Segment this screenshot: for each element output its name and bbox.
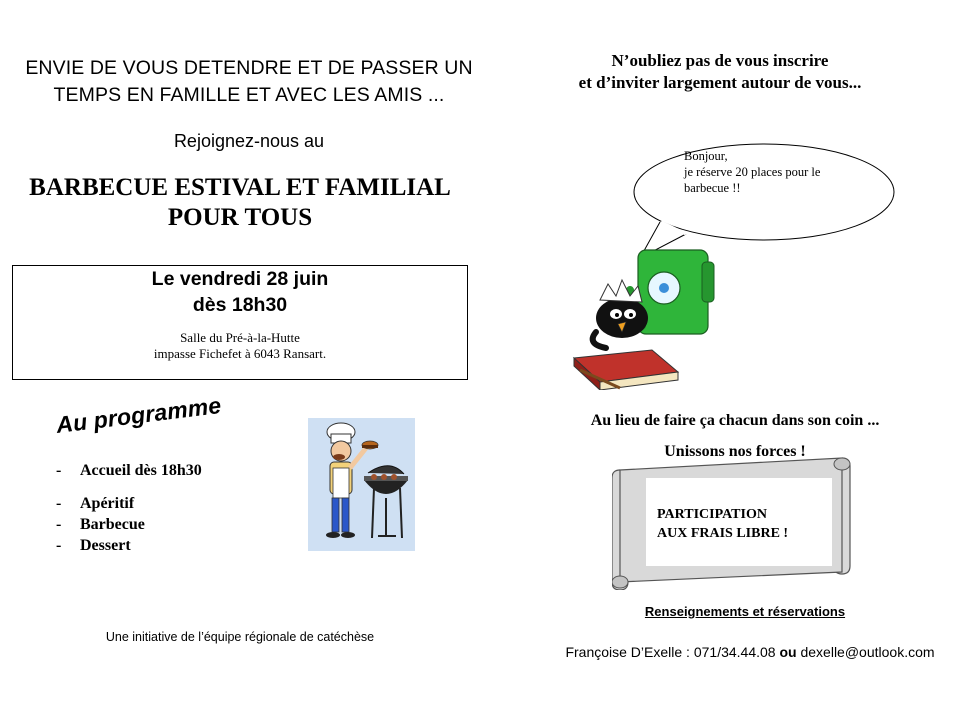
reminder-line-1: N’oubliez pas de vous inscrire — [611, 51, 829, 70]
contact-name-phone: Françoise D’Exelle : 071/34.44.08 — [565, 644, 776, 660]
intro-text — [14, 55, 484, 109]
bubble-line-2: je réserve 20 places pour le — [684, 165, 821, 179]
event-time: dès 18h30 — [192, 294, 288, 316]
program-item-label: Apéritif — [80, 495, 135, 512]
event-date: Le vendredi 28 juin — [151, 268, 329, 290]
program-item — [56, 537, 131, 555]
contact-or: ou — [779, 644, 797, 660]
program-item-label: Barbecue — [80, 516, 145, 533]
bubble-line-1: Bonjour, — [684, 149, 728, 163]
contact-line — [540, 644, 960, 660]
program-item — [56, 495, 134, 513]
reminder-text — [500, 50, 940, 94]
event-venue: Salle du Pré-à-la-Hutte — [180, 330, 300, 345]
intro-line-1: ENVIE DE VOUS DETENDRE ET DE PASSER UN — [25, 57, 473, 79]
bubble-line-3: barbecue !! — [684, 181, 741, 195]
event-title-line-1: BARBECUE ESTIVAL ET FAMILIAL — [29, 174, 451, 201]
join-text: Rejoignez-nous au — [173, 131, 325, 151]
list-dash: - — [56, 537, 62, 554]
event-title — [10, 173, 470, 233]
list-dash: - — [56, 516, 62, 533]
program-title: Au programme — [54, 391, 223, 439]
program-item-label: Accueil dès 18h30 — [80, 462, 202, 479]
unite-text: Unissons nos forces ! — [664, 443, 806, 460]
program-item — [56, 462, 202, 480]
list-dash: - — [56, 495, 62, 512]
instead-text: Au lieu de faire ça chacun dans son coin ... — [590, 412, 880, 429]
event-address: impasse Fichefet à 6043 Ransart. — [153, 346, 327, 361]
chef-icon — [308, 418, 415, 551]
event-title-line-2: POUR TOUS — [167, 204, 313, 231]
participation-text — [657, 505, 857, 543]
program-item — [56, 516, 145, 534]
program-item-label: Dessert — [80, 537, 131, 554]
date-box — [12, 265, 468, 380]
intro-line-2: TEMPS EN FAMILLE ET AVEC LES AMIS ... — [53, 84, 445, 106]
speech-bubble-text — [684, 148, 884, 196]
initiative-text: Une initiative de l’équipe régionale de catéchèse — [105, 630, 375, 644]
participation-line-1: PARTICIPATION — [657, 507, 767, 522]
chick-telephone-icon — [560, 240, 725, 390]
contact-email[interactable]: dexelle@outlook.com — [800, 644, 935, 660]
chef-grill-illustration — [308, 418, 415, 551]
list-dash: - — [56, 462, 62, 479]
info-title: Renseignements et réservations — [644, 604, 846, 619]
reminder-line-2: et d’inviter largement autour de vous... — [578, 73, 862, 92]
participation-line-2: AUX FRAIS LIBRE ! — [657, 526, 789, 541]
